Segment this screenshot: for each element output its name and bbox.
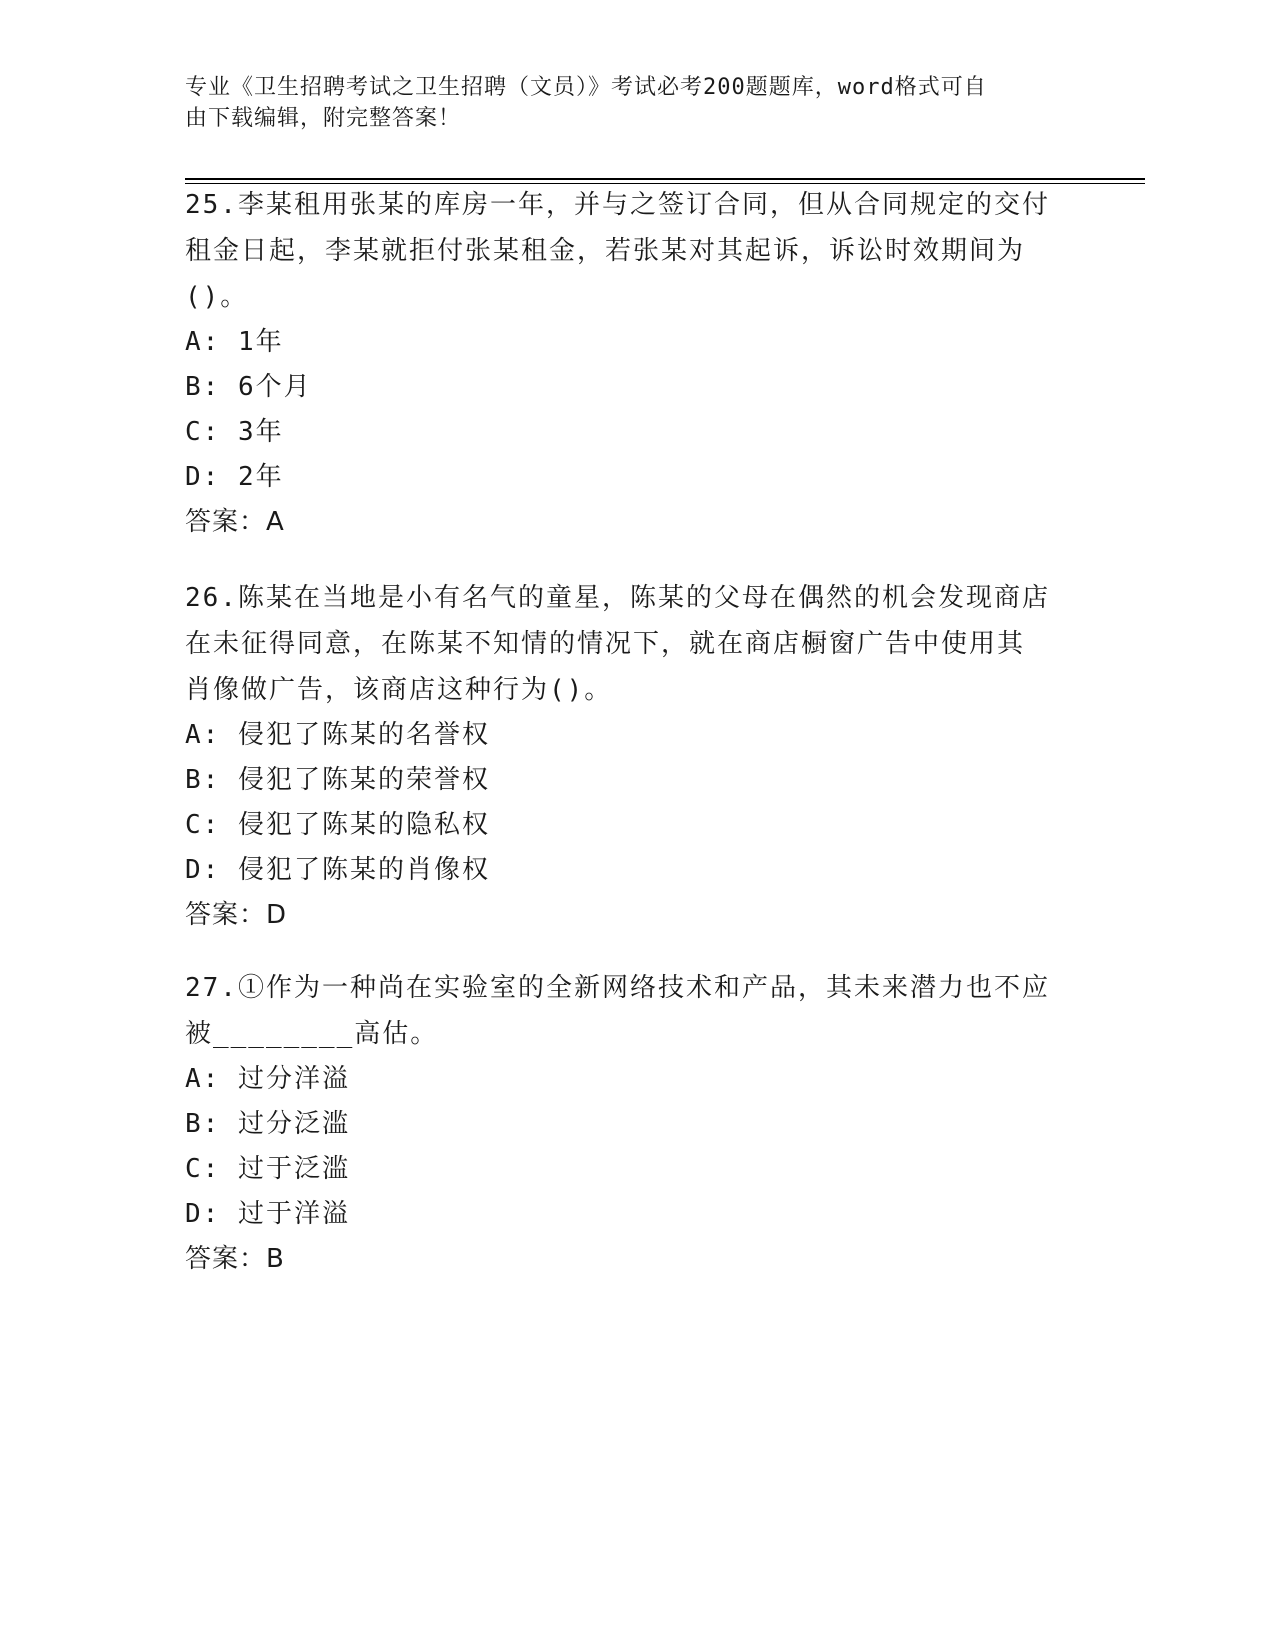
document-header: 专业《卫生招聘考试之卫生招聘（文员）》考试必考200题题库，word格式可自 由下载编辑，附完整答案！ — [185, 75, 987, 131]
option-c: C: 侵犯了陈某的隐私权 — [185, 810, 490, 840]
header-divider-thick — [185, 178, 1145, 180]
question-stem: 26.陈某在当地是小有名气的童星，陈某的父母在偶然的机会发现商店 在未征得同意，在陈某不知情的情况下，就在商店橱窗广告中使用其 肖像做广告，该商店这种行为()。 — [185, 583, 1050, 705]
option-b: B: 6个月 — [185, 372, 312, 402]
option-d: D: 过于洋溢 — [185, 1199, 350, 1229]
question-stem: 27.①作为一种尚在实验室的全新网络技术和产品，其未来潜力也不应 被________高估。 — [185, 973, 1050, 1049]
option-c: C: 3年 — [185, 417, 284, 447]
option-a: A: 过分洋溢 — [185, 1064, 350, 1094]
question-25 — [185, 182, 1065, 545]
question-26 — [185, 575, 1065, 938]
answer-line: 答案：D — [185, 900, 288, 930]
option-a: A: 侵犯了陈某的名誉权 — [185, 720, 490, 750]
question-stem: 25.李某租用张某的库房一年，并与之签订合同，但从合同规定的交付 租金日起，李某就拒付张某租金，若张某对其起诉，诉讼时效期间为 ()。 — [185, 190, 1050, 312]
option-b: B: 过分泛滥 — [185, 1109, 350, 1139]
answer-line: 答案：A — [185, 507, 285, 537]
option-d: D: 2年 — [185, 462, 284, 492]
option-b: B: 侵犯了陈某的荣誉权 — [185, 765, 490, 795]
answer-line: 答案：B — [185, 1244, 285, 1274]
option-d: D: 侵犯了陈某的肖像权 — [185, 855, 490, 885]
option-c: C: 过于泛滥 — [185, 1154, 350, 1184]
question-27 — [185, 965, 1065, 1282]
option-a: A: 1年 — [185, 327, 284, 357]
